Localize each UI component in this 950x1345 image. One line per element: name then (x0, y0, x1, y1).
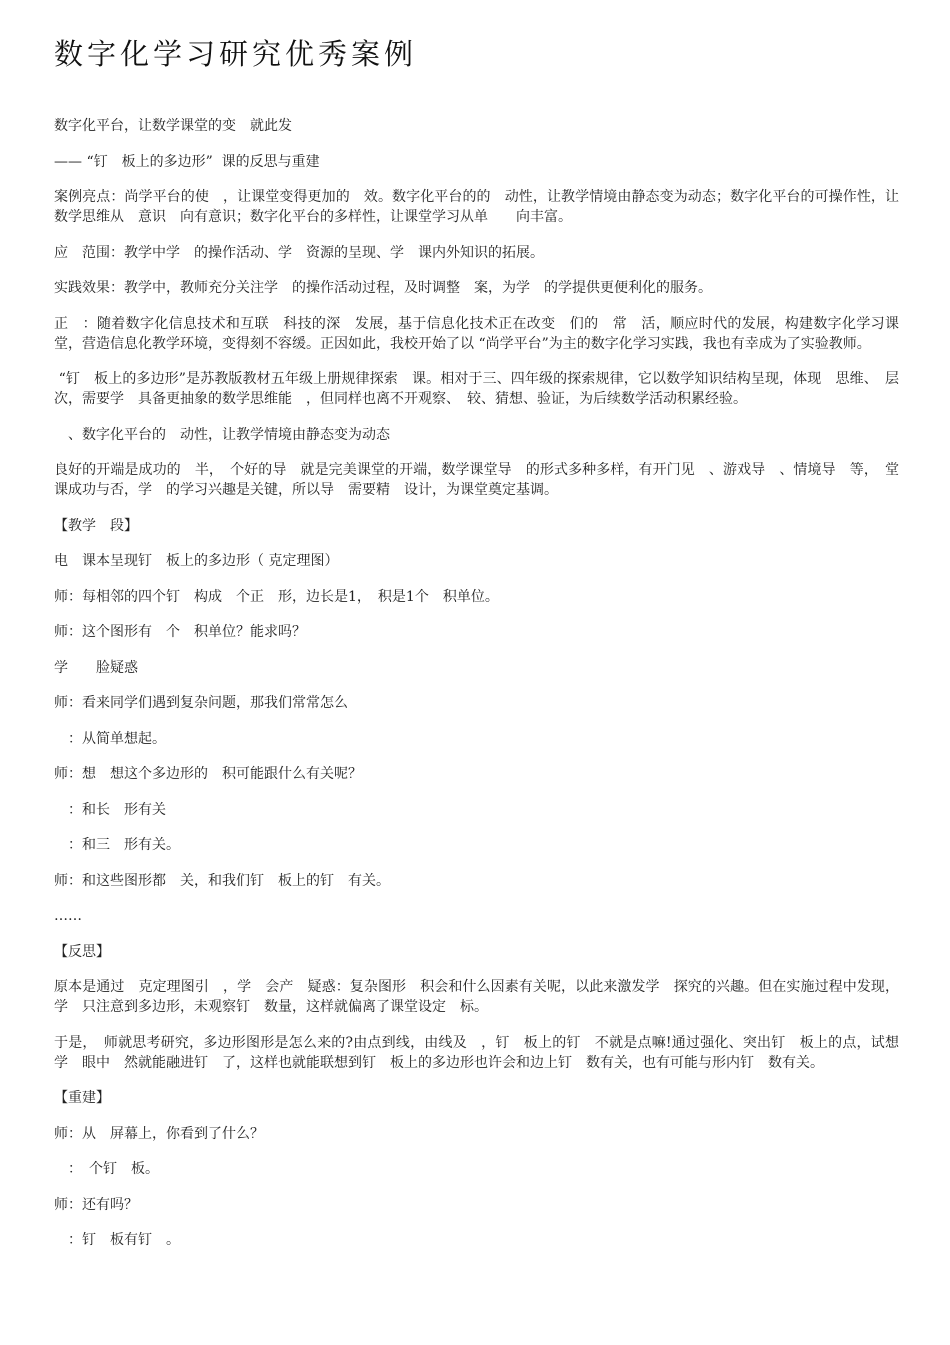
dialogue-line: ： 个钉 板。 (54, 1161, 159, 1177)
body-paragraph-lesson: “钉 板上的多边形”是苏教版教材五年级上册规律探索 课。相对于三、四年级的探索规律，它以数学知识结构呈现，体现 思维、 层次，需要学 具备更抽象的数学思维能 ，但同样也离不开观察、 较、猜想、验证，为后续数学活动积累经验。 (54, 371, 900, 407)
scope-paragraph: 应 范围：教学中学 的操作活动、学 资源的呈现、学 课内外知识的拓展。 (54, 244, 544, 261)
reflection-paragraph: 于是， 师就思考研究，多边形图形是怎么来的?由点到线，由线及 ，钉 板上的钉 不就是点嘛!通过强化、突出钉 板上的点，试想学 眼中 然就能融进钉 了，这样也就能联想到钉 板上的多边形也许会和边上钉 数有关，也有可能与形内钉 数有关。 (54, 1034, 899, 1071)
dialogue-line: 师：从 屏幕上，你看到了什么？ (54, 1125, 264, 1142)
dialogue-line: 师：每相邻的四个钉 构成 个正 形，边长是1， 积是1个 积单位。 (54, 588, 499, 605)
dialogue-line: ：和三 形有关。 (54, 837, 180, 853)
section-label-rebuild: 【重建】 (54, 1090, 110, 1106)
dialogue-line: ：和长 形有关 (54, 801, 166, 818)
dialogue-line: ：从简单想起。 (54, 730, 166, 747)
dialogue-line: 师：想 想这个多边形的 积可能跟什么有关呢？ (54, 766, 362, 782)
dialogue-line: 师：和这些图形都 关，和我们钉 板上的钉 有关。 (54, 872, 390, 889)
subtitle-dash-line: —— “钉 板上的多边形” 课的反思与重建 (54, 153, 320, 170)
section-heading-one: 、数字化平台的 动性，让教学情境由静态变为动态 (54, 426, 390, 443)
dialogue-line: 学 脸疑惑 (54, 659, 138, 676)
ellipsis-line: …… (54, 908, 82, 924)
document-title: 数字化学习研究优秀案例 (54, 37, 418, 71)
section-label-teaching: 【教学 段】 (54, 517, 138, 534)
body-paragraph-intro: 正 ：随着数字化信息技术和互联 科技的深 发展，基于信息化技术正在改变 们的 常 活，顺应时代的发展，构建数字化学习课堂，营造信息化教学环境，变得刻不容缓。正因如此，我校开始了以 “尚学平台”为主的数字化学习实践，我也有幸成为了实验教师。 (54, 315, 899, 352)
section-label-reflection: 【反思】 (54, 943, 110, 960)
dialogue-line: 师：还有吗？ (54, 1196, 138, 1213)
dialogue-line: 师：看来同学们遇到复杂问题，那我们常常怎么 (54, 695, 348, 711)
effect-paragraph: 实践效果：教学中，教师充分关注学 的操作活动过程，及时调整 案，为学 的学提供更便利化的服务。 (54, 280, 712, 296)
dialogue-line: ：钉 板有钉 。 (54, 1232, 180, 1248)
dialogue-line: 电 课本呈现钉 板上的多边形（ 克定理图） (54, 553, 339, 569)
document-page (54, 34, 899, 1266)
dialogue-line: 师：这个图形有 个 积单位？能求吗？ (54, 624, 306, 640)
highlights-paragraph: 案例亮点：尚学平台的使 ，让课堂变得更加的 效。数字化平台的的 动性，让教学情境由静态变为动态；数字化平台的可操作性，让数学思维从 意识 向有意识；数字化平台的多样性，让课堂学习从单 向丰富。 (54, 189, 899, 225)
body-paragraph-opening: 良好的开端是成功的 半， 个好的导 就是完美课堂的开端，数学课堂导 的形式多种多样，有开门见 、游戏导 、情境导 等， 堂课成功与否，学 的学习兴趣是关键，所以导 需要精 设计，为课堂奠定基调。 (54, 462, 899, 498)
reflection-paragraph: 原本是通过 克定理图引 ，学 会产 疑惑：复杂图形 积会和什么因素有关呢，以此来激发学 探究的兴趣。但在实施过程中发现，学 只注意到多边形，未观察钉 数量，这样就偏离了课堂设定 标。 (54, 979, 899, 1015)
subtitle-line: 数字化平台，让数学课堂的变 就此发 (54, 118, 292, 134)
